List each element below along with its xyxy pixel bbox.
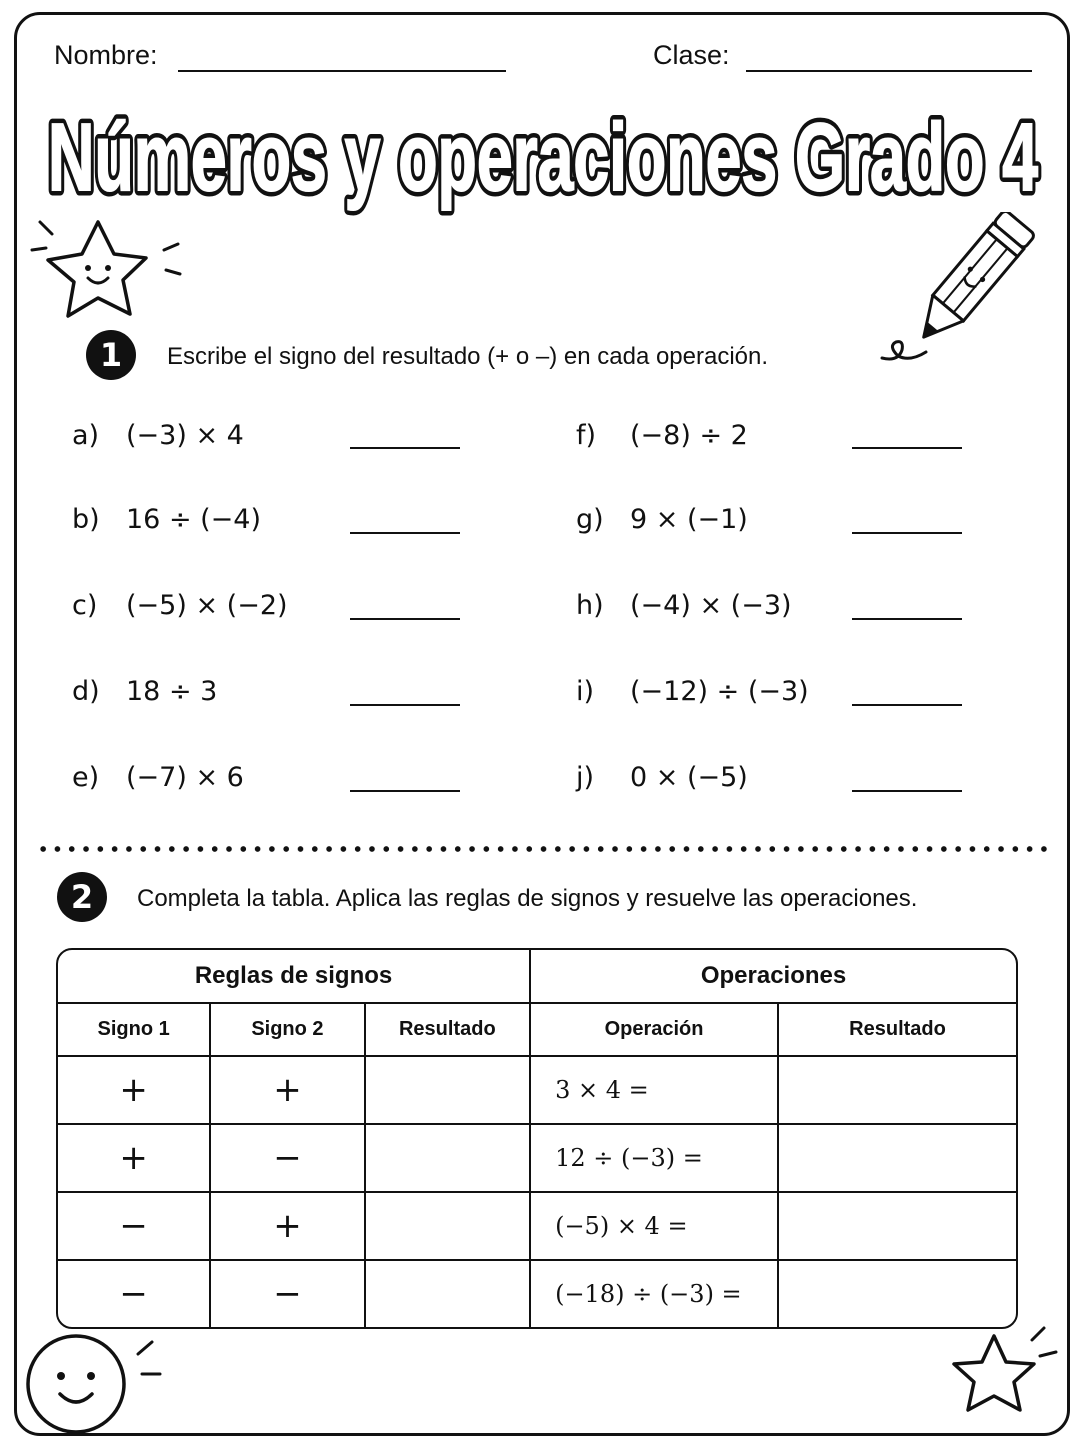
item-expression: 9 × (−1) (630, 504, 748, 535)
column-header-result: Resultado (366, 1004, 532, 1057)
sign1-cell: + (58, 1125, 211, 1193)
item-label: d) (72, 676, 100, 707)
operation-result-cell[interactable] (779, 1057, 1016, 1125)
page-title (0, 92, 1086, 222)
sign2-cell: + (211, 1193, 365, 1261)
item-label: a) (72, 420, 100, 451)
item-expression: (−7) × 6 (126, 762, 244, 793)
pencil-icon (878, 212, 1050, 368)
item-expression: 16 ÷ (−4) (126, 504, 262, 535)
item-g (576, 504, 748, 535)
section-1-instruction: Escribe el signo del resultado (+ o –) en cada operación. (167, 343, 769, 370)
group-header-rules: Reglas de signos (58, 950, 531, 1004)
item-label: b) (72, 504, 100, 535)
answer-blank-h[interactable] (852, 618, 962, 620)
answer-blank-c[interactable] (350, 618, 460, 620)
sign2-cell: − (211, 1125, 365, 1193)
operation-cell: 12 ÷ (−3) = (531, 1125, 779, 1193)
sign2-cell: − (211, 1261, 365, 1327)
sign2-cell: + (211, 1057, 365, 1125)
item-f (576, 420, 748, 451)
answer-blank-g[interactable] (852, 532, 962, 534)
name-line[interactable] (178, 70, 506, 72)
result-sign-cell[interactable] (366, 1057, 532, 1125)
sign1-cell: − (58, 1261, 211, 1327)
item-h (576, 590, 792, 621)
operation-cell: 3 × 4 = (531, 1057, 779, 1125)
item-c (72, 590, 288, 621)
item-label: c) (72, 590, 98, 621)
section-2-instruction: Completa la tabla. Aplica las reglas de signos y resuelve las operaciones. (137, 885, 918, 912)
item-expression: (−12) ÷ (−3) (630, 676, 809, 707)
item-label: j) (576, 762, 595, 793)
group-header-operations: Operaciones (531, 950, 1016, 1004)
column-header-operation: Operación (531, 1004, 779, 1057)
answer-blank-b[interactable] (350, 532, 460, 534)
answer-blank-d[interactable] (350, 704, 460, 706)
operation-result-cell[interactable] (779, 1125, 1016, 1193)
operation-cell: (−18) ÷ (−3) = (531, 1261, 779, 1327)
item-label: g) (576, 504, 604, 535)
item-expression: (−3) × 4 (126, 420, 244, 451)
column-header-sign1: Signo 1 (58, 1004, 211, 1057)
item-e (72, 762, 244, 793)
signs-table (56, 948, 1018, 1329)
item-label: f) (576, 420, 597, 451)
item-b (72, 504, 261, 535)
table-row (58, 1057, 1016, 1125)
operation-result-cell[interactable] (779, 1261, 1016, 1327)
section-1-badge: 1 (86, 330, 136, 380)
dotted-divider (36, 845, 1052, 853)
star-outline-icon (944, 1322, 1064, 1422)
sign1-cell: + (58, 1057, 211, 1125)
answer-blank-j[interactable] (852, 790, 962, 792)
item-expression: 0 × (−5) (630, 762, 748, 793)
column-header-op-result: Resultado (779, 1004, 1016, 1057)
table-row (58, 1261, 1016, 1327)
answer-blank-i[interactable] (852, 704, 962, 706)
section-2-badge: 2 (57, 872, 107, 922)
item-d (72, 676, 217, 707)
item-i (576, 676, 809, 707)
result-sign-cell[interactable] (366, 1125, 532, 1193)
item-expression: (−8) ÷ 2 (630, 420, 748, 451)
item-expression: 18 ÷ 3 (126, 676, 218, 707)
smiley-icon (24, 1330, 174, 1436)
answer-blank-e[interactable] (350, 790, 460, 792)
item-a (72, 420, 244, 451)
answer-blank-f[interactable] (852, 447, 962, 449)
name-label: Nombre: (54, 40, 158, 70)
class-line[interactable] (746, 70, 1032, 72)
table-row (58, 1193, 1016, 1261)
result-sign-cell[interactable] (366, 1193, 532, 1261)
result-sign-cell[interactable] (366, 1261, 532, 1327)
item-j (576, 762, 748, 793)
title-text: Números y operaciones Grado 4 (48, 104, 1038, 211)
item-label: i) (576, 676, 595, 707)
operation-cell: (−5) × 4 = (531, 1193, 779, 1261)
item-label: h) (576, 590, 604, 621)
answer-blank-a[interactable] (350, 447, 460, 449)
item-expression: (−5) × (−2) (126, 590, 288, 621)
sign1-cell: − (58, 1193, 211, 1261)
operation-result-cell[interactable] (779, 1193, 1016, 1261)
class-label: Clase: (653, 40, 730, 70)
title-text-fill: Números y operaciones Grado 4 (48, 104, 1038, 211)
star-icon (26, 212, 186, 332)
column-header-sign2: Signo 2 (211, 1004, 365, 1057)
table-row (58, 1125, 1016, 1193)
item-label: e) (72, 762, 100, 793)
item-expression: (−4) × (−3) (630, 590, 792, 621)
